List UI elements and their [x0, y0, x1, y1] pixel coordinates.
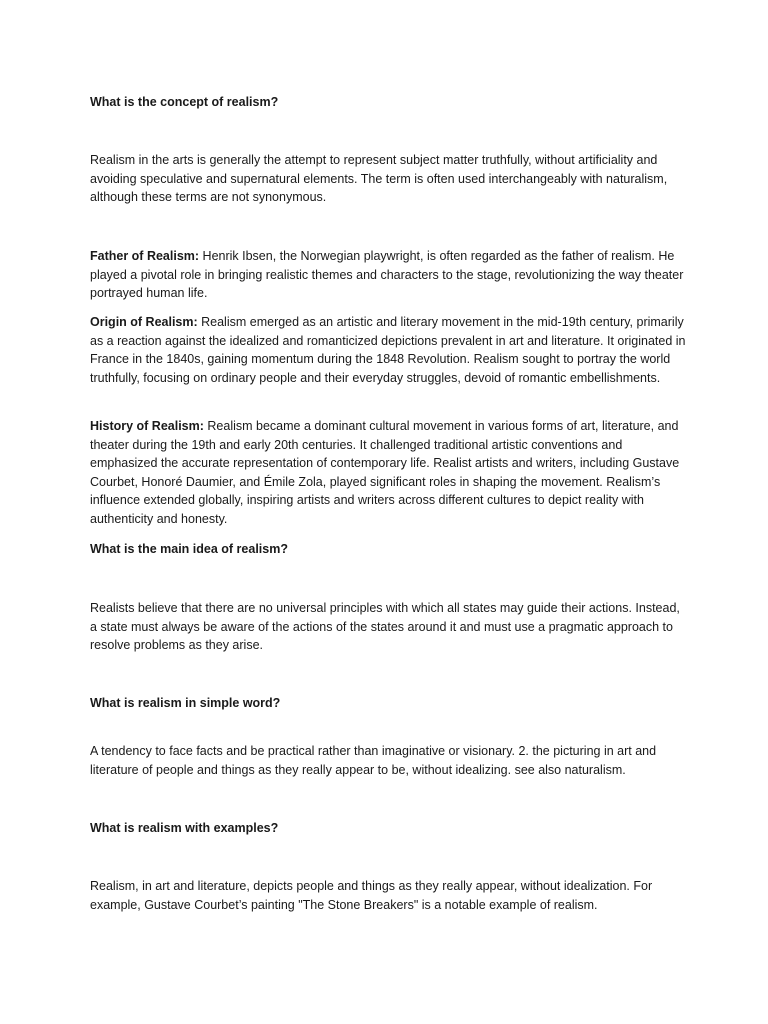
- origin-paragraph: [90, 313, 686, 387]
- main-idea-paragraph: Realists believe that there are no universal principles with which all states may guide their actions. Instead, a state must always be aware of the actions of the states around it and must use a pragmatic approach to resolve problems as they arise.: [90, 601, 680, 653]
- history-paragraph: [90, 417, 686, 529]
- father-label: Father of Realism:: [90, 249, 200, 263]
- origin-text: Realism emerged as an artistic and literary movement in the mid-19th century, primarily as a reaction against the idealized and romanticized depictions prevalent in art and literature. It originated in France in the 1840s, gaining momentum during the 1848 Revolution. Realism sought to portray the world truthfully, focusing on ordinary people and their everyday struggles, devoid of romantic embellishments.: [90, 315, 686, 385]
- question-simple-word-heading: What is realism in simple word?: [90, 696, 281, 710]
- simple-word-paragraph: A tendency to face facts and be practical rather than imaginative or visionary. 2. the picturing in art and literature of people and things as they really appear to be, without idealizing. see also naturalism.: [90, 744, 657, 777]
- question-concept-heading: What is the concept of realism?: [90, 95, 279, 109]
- origin-label: Origin of Realism:: [90, 315, 198, 329]
- father-text: Henrik Ibsen, the Norwegian playwright, is often regarded as the father of realism. He played a pivotal role in bringing realistic themes and characters to the stage, revolutionizing the way theater portrayed human life.: [90, 249, 684, 301]
- history-label: History of Realism:: [90, 419, 204, 433]
- question-main-idea-heading: What is the main idea of realism?: [90, 542, 288, 556]
- concept-paragraph: Realism in the arts is generally the attempt to represent subject matter truthfully, without artificiality and avoiding speculative and supernatural elements. The term is often used interchangeably with naturalism, although these terms are not synonymous.: [90, 153, 668, 205]
- father-paragraph: [90, 247, 686, 303]
- history-text: Realism became a dominant cultural movement in various forms of art, literature, and theater during the 19th and early 20th centuries. It challenged traditional artistic conventions and emphasized the accurate representation of contemporary life. Realist artists and writers, including Gustave Courbet, Honoré Daumier, and Émile Zola, played significant roles in shaping the movement. Realism’s influence extended globally, inspiring artists and writers across different cultures to depict reality with authenticity and honesty.: [90, 419, 680, 526]
- examples-paragraph: Realism, in art and literature, depicts people and things as they really appear, without idealization. For example, Gustave Courbet’s painting "The Stone Breakers" is a notable example of realism.: [90, 879, 653, 912]
- question-examples-heading: What is realism with examples?: [90, 821, 279, 835]
